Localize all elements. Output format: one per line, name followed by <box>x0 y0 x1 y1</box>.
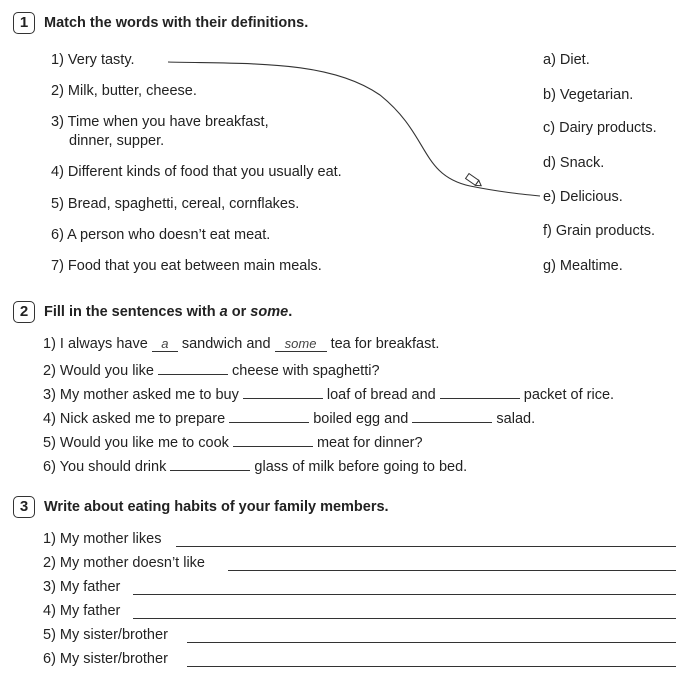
answer-blank[interactable] <box>233 432 313 447</box>
writing-line[interactable] <box>133 594 676 595</box>
sentence <box>43 456 467 475</box>
sentence-text: meat for dinner? <box>316 435 423 451</box>
right-option: g) Mealtime. <box>543 258 623 274</box>
sentence <box>43 384 614 403</box>
sentence-text: tea for breakfast. <box>330 336 440 352</box>
sentence <box>43 360 380 379</box>
title-text: Fill in the sentences with <box>44 304 220 320</box>
sentence-text: 4) Nick asked me to prepare <box>43 411 226 427</box>
answer-blank[interactable] <box>412 408 492 423</box>
right-option: b) Vegetarian. <box>543 87 634 103</box>
exercise-number-badge: 1 <box>13 12 35 34</box>
sentence-text: boiled egg and <box>313 411 409 427</box>
right-option: f) Grain products. <box>543 223 656 239</box>
answer-blank[interactable] <box>440 384 520 399</box>
answer-blank[interactable] <box>243 384 323 399</box>
right-option: d) Snack. <box>543 155 605 171</box>
left-item: 1) Very tasty. <box>51 52 135 68</box>
left-item: 2) Milk, butter, cheese. <box>51 83 197 99</box>
exercise-title <box>44 304 292 320</box>
sentence-text: 6) You should drink <box>43 459 167 475</box>
left-item-continued: dinner, supper. <box>69 133 165 149</box>
title-word-a: a <box>219 304 228 320</box>
answer-blank[interactable] <box>170 456 250 471</box>
prompt-text: 6) My sister/brother <box>43 651 168 667</box>
left-item: 7) Food that you eat between main meals. <box>51 258 322 274</box>
sentence-text: packet of rice. <box>523 387 615 403</box>
sentence-text: 1) I always have <box>43 336 148 352</box>
exercise-title: Match the words with their definitions. <box>44 15 309 31</box>
writing-line[interactable] <box>187 666 676 667</box>
sentence-text: salad. <box>496 411 536 427</box>
answer-blank[interactable] <box>229 408 309 423</box>
exercise-number-badge: 3 <box>13 496 35 518</box>
left-item: 5) Bread, spaghetti, cereal, cornflakes. <box>51 196 300 212</box>
title-word-some: some <box>250 304 289 320</box>
left-item: 3) Time when you have breakfast, <box>51 114 269 130</box>
sentence-text: 5) Would you like me to cook <box>43 435 229 451</box>
left-item: 4) Different kinds of food that you usually eat. <box>51 164 342 180</box>
sentence-text: glass of milk before going to bed. <box>254 459 468 475</box>
prompt-text: 3) My father <box>43 579 121 595</box>
sentence <box>43 408 535 427</box>
title-text: . <box>288 304 293 320</box>
sentence-text: sandwich and <box>181 336 271 352</box>
right-option: e) Delicious. <box>543 189 623 205</box>
writing-line[interactable] <box>187 642 676 643</box>
sentence <box>43 432 423 451</box>
right-option: a) Diet. <box>543 52 590 68</box>
sentence-text: cheese with spaghetti? <box>232 363 380 379</box>
sentence-text: 3) My mother asked me to buy <box>43 387 239 403</box>
exercise-title: Write about eating habits of your family members. <box>44 499 389 515</box>
title-text: or <box>227 304 251 320</box>
right-option: c) Dairy products. <box>543 120 657 136</box>
writing-line[interactable] <box>176 546 676 547</box>
sentence-text: loaf of bread and <box>326 387 436 403</box>
prompt-text: 1) My mother likes <box>43 531 162 547</box>
prompt-text: 2) My mother doesn’t like <box>43 555 205 571</box>
exercise-number-badge: 2 <box>13 301 35 323</box>
answer-blank[interactable]: some <box>275 337 327 352</box>
sentence <box>43 336 439 352</box>
left-item: 6) A person who doesn’t eat meat. <box>51 227 271 243</box>
writing-line[interactable] <box>228 570 676 571</box>
prompt-text: 4) My father <box>43 603 121 619</box>
match-line <box>168 62 540 196</box>
sentence-text: 2) Would you like <box>43 363 154 379</box>
answer-blank[interactable] <box>158 360 228 375</box>
prompt-text: 5) My sister/brother <box>43 627 168 643</box>
writing-line[interactable] <box>133 618 676 619</box>
answer-blank[interactable]: a <box>152 337 178 352</box>
